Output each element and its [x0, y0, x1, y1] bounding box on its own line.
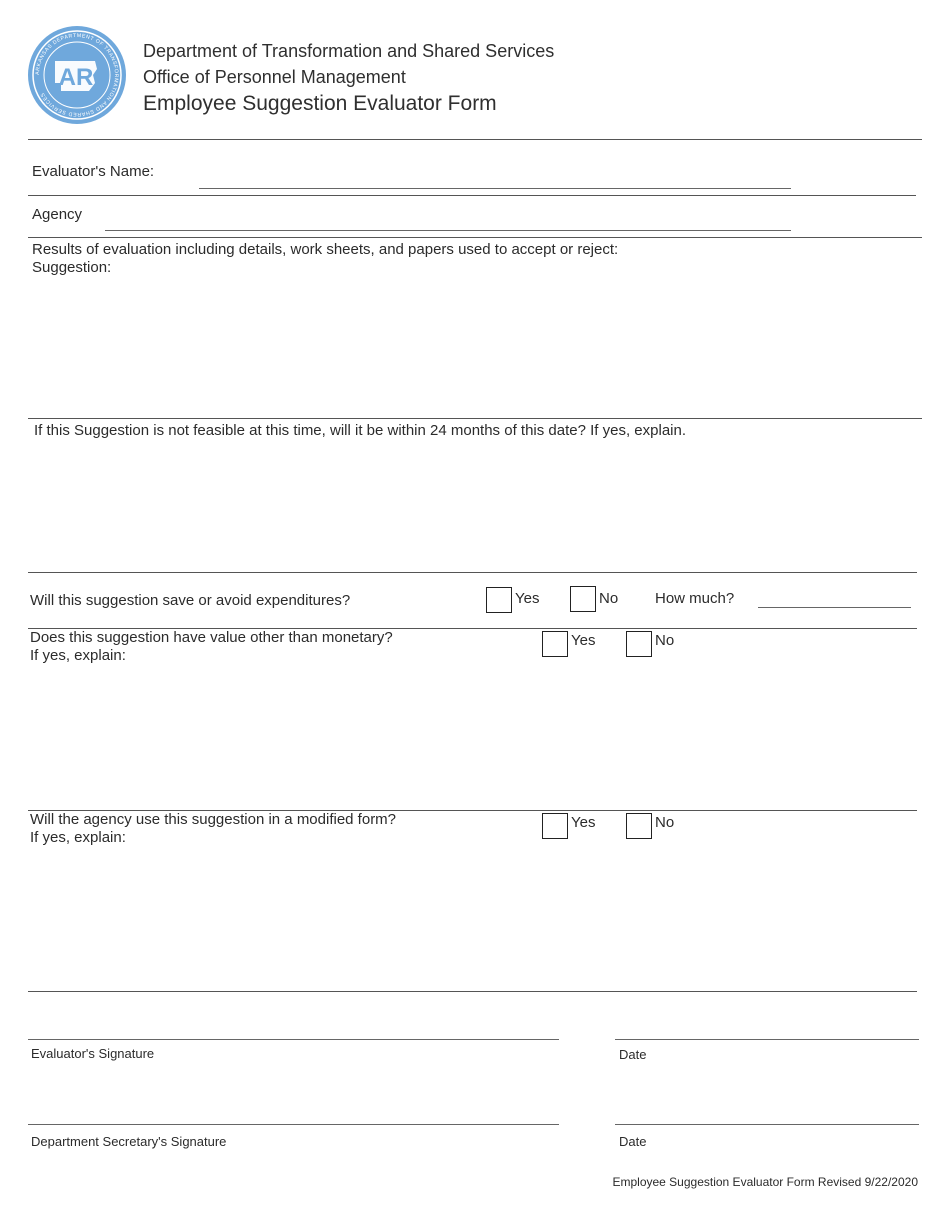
value-explain-label: If yes, explain:: [30, 647, 126, 664]
modified-yes-label: Yes: [571, 814, 596, 831]
row-divider: [28, 418, 922, 419]
how-much-label: How much?: [655, 590, 735, 607]
secretary-signature-line: [28, 1124, 559, 1125]
form-revision-footer: Employee Suggestion Evaluator Form Revised 9/22/2020: [612, 1175, 918, 1189]
suggestion-label: Suggestion:: [32, 259, 112, 276]
row-divider: [28, 237, 922, 238]
save-yes-checkbox[interactable]: [486, 587, 512, 613]
evaluator-signature-line: [28, 1039, 559, 1040]
modified-explain-label: If yes, explain:: [30, 829, 126, 846]
secretary-signature-input[interactable]: [30, 1103, 560, 1125]
value-question-label: Does this suggestion have value other than monetary?: [30, 629, 393, 646]
evaluator-name-underline: [199, 188, 791, 189]
results-textarea[interactable]: [32, 282, 916, 416]
save-no-checkbox[interactable]: [570, 586, 596, 612]
modified-no-checkbox[interactable]: [626, 813, 652, 839]
logo-initials: AR: [58, 64, 94, 91]
value-no-label: No: [655, 632, 675, 649]
row-divider: [28, 195, 916, 196]
how-much-input[interactable]: [759, 589, 913, 609]
agency-input[interactable]: [106, 210, 794, 230]
results-label: Results of evaluation including details, work sheets, and papers used to accept or reject:: [32, 241, 619, 258]
save-question-label: Will this suggestion save or avoid expenditures?: [30, 592, 351, 609]
value-no-checkbox[interactable]: [626, 631, 652, 657]
value-yes-label: Yes: [571, 632, 596, 649]
value-yes-checkbox[interactable]: [542, 631, 568, 657]
department-seal-logo: [27, 25, 127, 125]
agency-label: Agency: [32, 206, 83, 223]
evaluator-date-label: Date: [619, 1047, 647, 1062]
evaluator-date-input[interactable]: [617, 1018, 921, 1040]
header-divider: [28, 139, 922, 140]
modified-no-label: No: [655, 814, 675, 831]
agency-underline: [105, 230, 791, 231]
feasible-textarea[interactable]: [32, 444, 916, 570]
how-much-underline: [758, 607, 911, 608]
evaluator-date-line: [615, 1039, 919, 1040]
row-divider: [28, 991, 917, 992]
evaluator-name-input[interactable]: [200, 168, 794, 188]
feasible-label: If this Suggestion is not feasible at this time, will it be within 24 months of this date? If yes, explain.: [34, 422, 687, 439]
secretary-date-line: [615, 1124, 919, 1125]
secretary-date-input[interactable]: [617, 1103, 921, 1125]
modified-yes-checkbox[interactable]: [542, 813, 568, 839]
secretary-date-label: Date: [619, 1134, 647, 1149]
page-title: Employee Suggestion Evaluator Form: [143, 92, 497, 115]
row-divider: [28, 572, 917, 573]
evaluator-signature-input[interactable]: [30, 1018, 560, 1040]
logo-ring-text: ARKANSAS DEPARTMENT OF TRANSFORMATION AND SHARED SERVICES: [34, 32, 120, 118]
modified-question-label: Will the agency use this suggestion in a modified form?: [30, 811, 397, 828]
value-explain-textarea[interactable]: [30, 670, 914, 806]
save-yes-label: Yes: [515, 590, 540, 607]
save-no-label: No: [599, 590, 619, 607]
office-name: Office of Personnel Management: [143, 67, 406, 87]
department-name: Department of Transformation and Shared Services: [143, 41, 555, 61]
evaluator-name-label: Evaluator's Name:: [32, 163, 155, 180]
modified-explain-textarea[interactable]: [30, 852, 914, 988]
secretary-signature-label: Department Secretary's Signature: [31, 1134, 227, 1149]
evaluator-signature-label: Evaluator's Signature: [31, 1046, 155, 1061]
